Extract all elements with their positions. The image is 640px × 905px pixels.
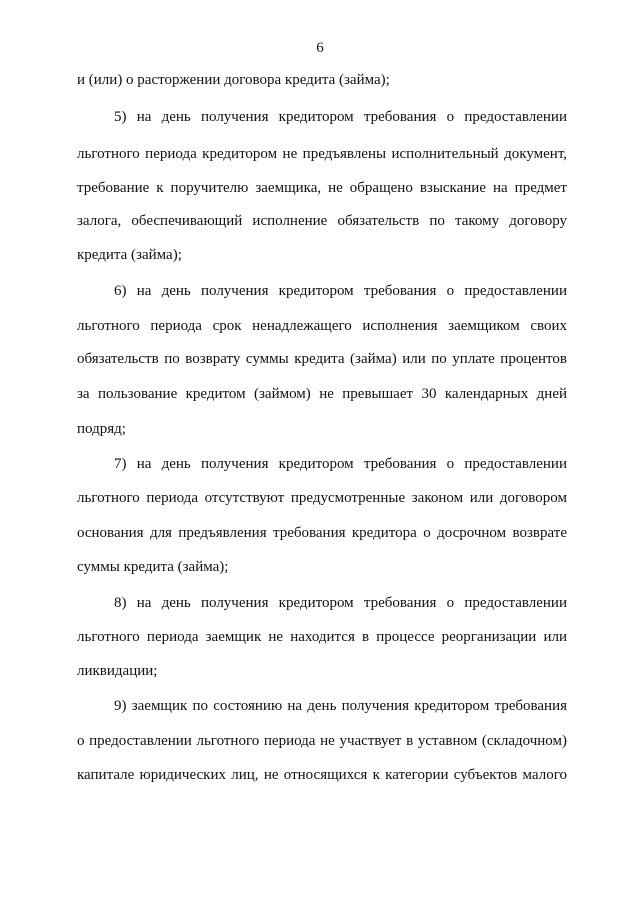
text-line: ликвидации; [77, 663, 158, 679]
text-line: о предоставлении льготного периода не участвует в уставном (складочном) [77, 733, 567, 749]
text-line: льготного периода отсутствуют предусмотренные законом или договором [77, 490, 567, 506]
text-line: основания для предъявления требования кредитора о досрочном возврате [77, 525, 567, 541]
text-line: капитале юридических лиц, не относящихся к категории субъектов малого [77, 767, 567, 783]
text-line: льготного периода заемщик не находится в процессе реорганизации или [77, 629, 567, 645]
text-line: суммы кредита (займа); [77, 559, 229, 575]
text-line: 6) на день получения кредитором требования о предоставлении [114, 283, 567, 299]
page-number: 6 [316, 40, 324, 56]
text-line: и (или) о расторжении договора кредита (займа); [77, 72, 390, 88]
text-line: подряд; [77, 421, 126, 437]
text-line: требование к поручителю заемщика, не обращено взыскание на предмет [77, 180, 567, 196]
text-line: 9) заемщик по состоянию на день получения кредитором требования [114, 698, 567, 714]
text-line: за пользование кредитом (займом) не превышает 30 календарных дней [77, 386, 567, 402]
text-line: обязательств по возврату суммы кредита (займа) или по уплате процентов [77, 351, 567, 367]
text-line: льготного периода срок ненадлежащего исполнения заемщиком своих [77, 318, 567, 334]
text-line: 5) на день получения кредитором требования о предоставлении [114, 109, 567, 125]
text-line: льготного периода кредитором не предъявлены исполнительный документ, [77, 146, 567, 162]
text-line: 8) на день получения кредитором требования о предоставлении [114, 595, 567, 611]
text-line: кредита (займа); [77, 247, 182, 263]
text-line: залога, обеспечивающий исполнение обязательств по такому договору [77, 213, 567, 229]
text-line: 7) на день получения кредитором требования о предоставлении [114, 456, 567, 472]
